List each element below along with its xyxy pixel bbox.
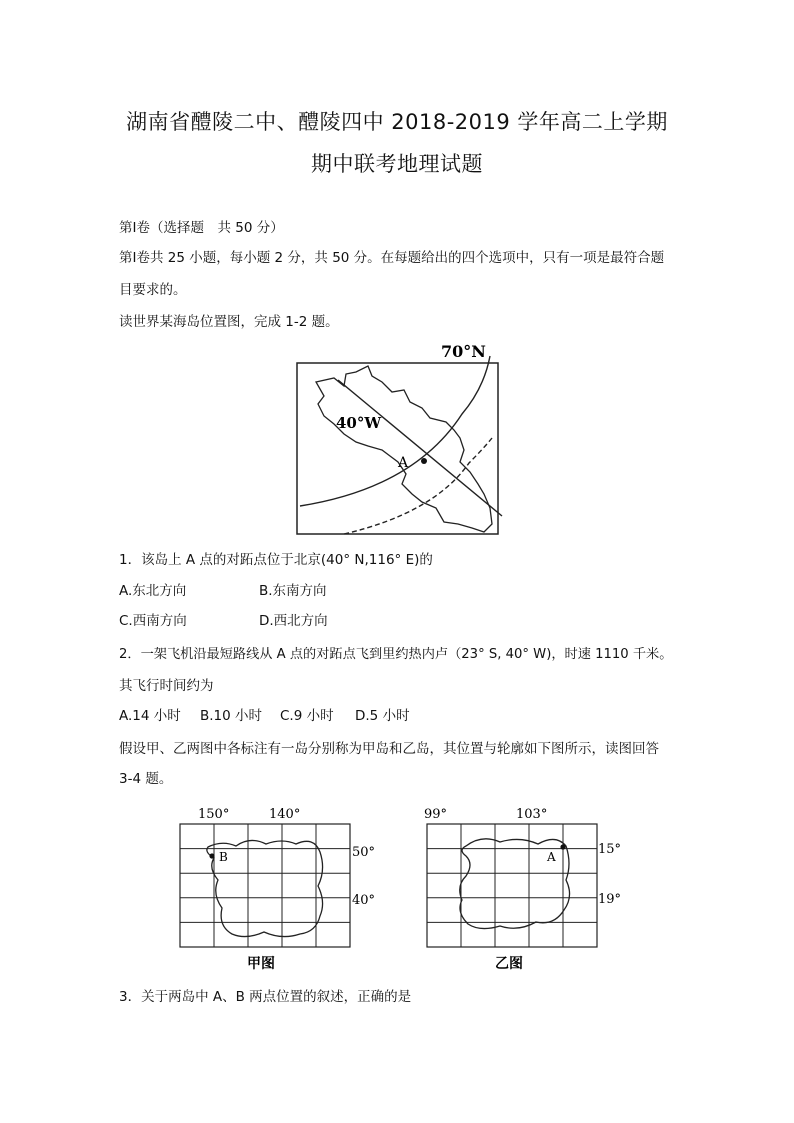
yi-lat-bottom-label: 19° [598, 892, 622, 907]
point-b-marker [209, 853, 214, 858]
yi-caption: 乙图 [495, 956, 523, 972]
q1-stem: 1．该岛上 A 点的对跖点位于北京(40° N,116° E)的 [119, 552, 433, 568]
section-heading: 第Ⅰ卷（选择题 共 50 分） [119, 220, 284, 236]
instructions-line-1: 第Ⅰ卷共 25 小题，每小题 2 分，共 50 分。在每题给出的四个选项中，只有一项是最符合题 [119, 250, 665, 266]
q2-option-d: D.5 小时 [355, 708, 410, 724]
yi-lat-top-label: 15° [598, 842, 622, 857]
intro-q3-4-line-2: 3-4 题。 [119, 771, 173, 787]
yi-lon-left-label: 99° [424, 807, 448, 822]
dashed-arc [344, 438, 492, 534]
q3-stem: 3．关于两岛中 A、B 两点位置的叙述，正确的是 [119, 989, 412, 1005]
title-line-1: 湖南省醴陵二中、醴陵四中 2018-2019 学年高二上学期 [126, 110, 668, 134]
instructions-line-2: 目要求的。 [119, 282, 187, 298]
q1-option-b: B.东南方向 [259, 583, 327, 599]
lat-70n-label: 70°N [441, 342, 486, 361]
q2-option-c: C.9 小时 [280, 708, 334, 724]
jia-lon-left-label: 150° [198, 807, 230, 822]
island-grids-figure [170, 800, 640, 976]
jia-caption: 甲图 [247, 956, 275, 972]
intro-q1-2: 读世界某海岛位置图，完成 1-2 题。 [119, 314, 339, 330]
q1-option-a: A.东北方向 [119, 583, 187, 599]
lon-40w-label: 40°W [336, 414, 382, 432]
point-a-label: A [398, 455, 409, 471]
intro-q3-4-line-1: 假设甲、乙两图中各标注有一岛分别称为甲岛和乙岛，其位置与轮廓如下图所示，读图回答 [119, 741, 659, 757]
point-a-grid-marker [560, 844, 565, 849]
q1-option-c: C.西南方向 [119, 613, 187, 629]
jia-lat-bottom-label: 40° [352, 893, 376, 908]
map-frame [297, 363, 498, 534]
point-b-label: B [219, 850, 228, 864]
point-a-marker [421, 458, 427, 464]
q2-option-a: A.14 小时 [119, 708, 181, 724]
parallel-70n-line [300, 356, 490, 506]
island-location-map [294, 338, 504, 538]
jia-lat-top-label: 50° [352, 845, 376, 860]
yi-lon-right-label: 103° [516, 807, 548, 822]
point-a-grid-label: A [547, 850, 556, 864]
meridian-40w-line [338, 380, 502, 516]
jia-lon-right-label: 140° [269, 807, 301, 822]
island-outline [316, 366, 492, 532]
q2-stem-line-2: 其飞行时间约为 [119, 678, 214, 694]
q1-option-d: D.西北方向 [259, 613, 328, 629]
title-line-2: 期中联考地理试题 [311, 152, 483, 176]
grid-jia [180, 824, 350, 947]
q2-stem-line-1: 2．一架飞机沿最短路线从 A 点的对跖点飞到里约热内卢（23° S, 40° W)，时速 1110 千米。 [119, 647, 673, 662]
q2-option-b: B.10 小时 [200, 708, 263, 724]
